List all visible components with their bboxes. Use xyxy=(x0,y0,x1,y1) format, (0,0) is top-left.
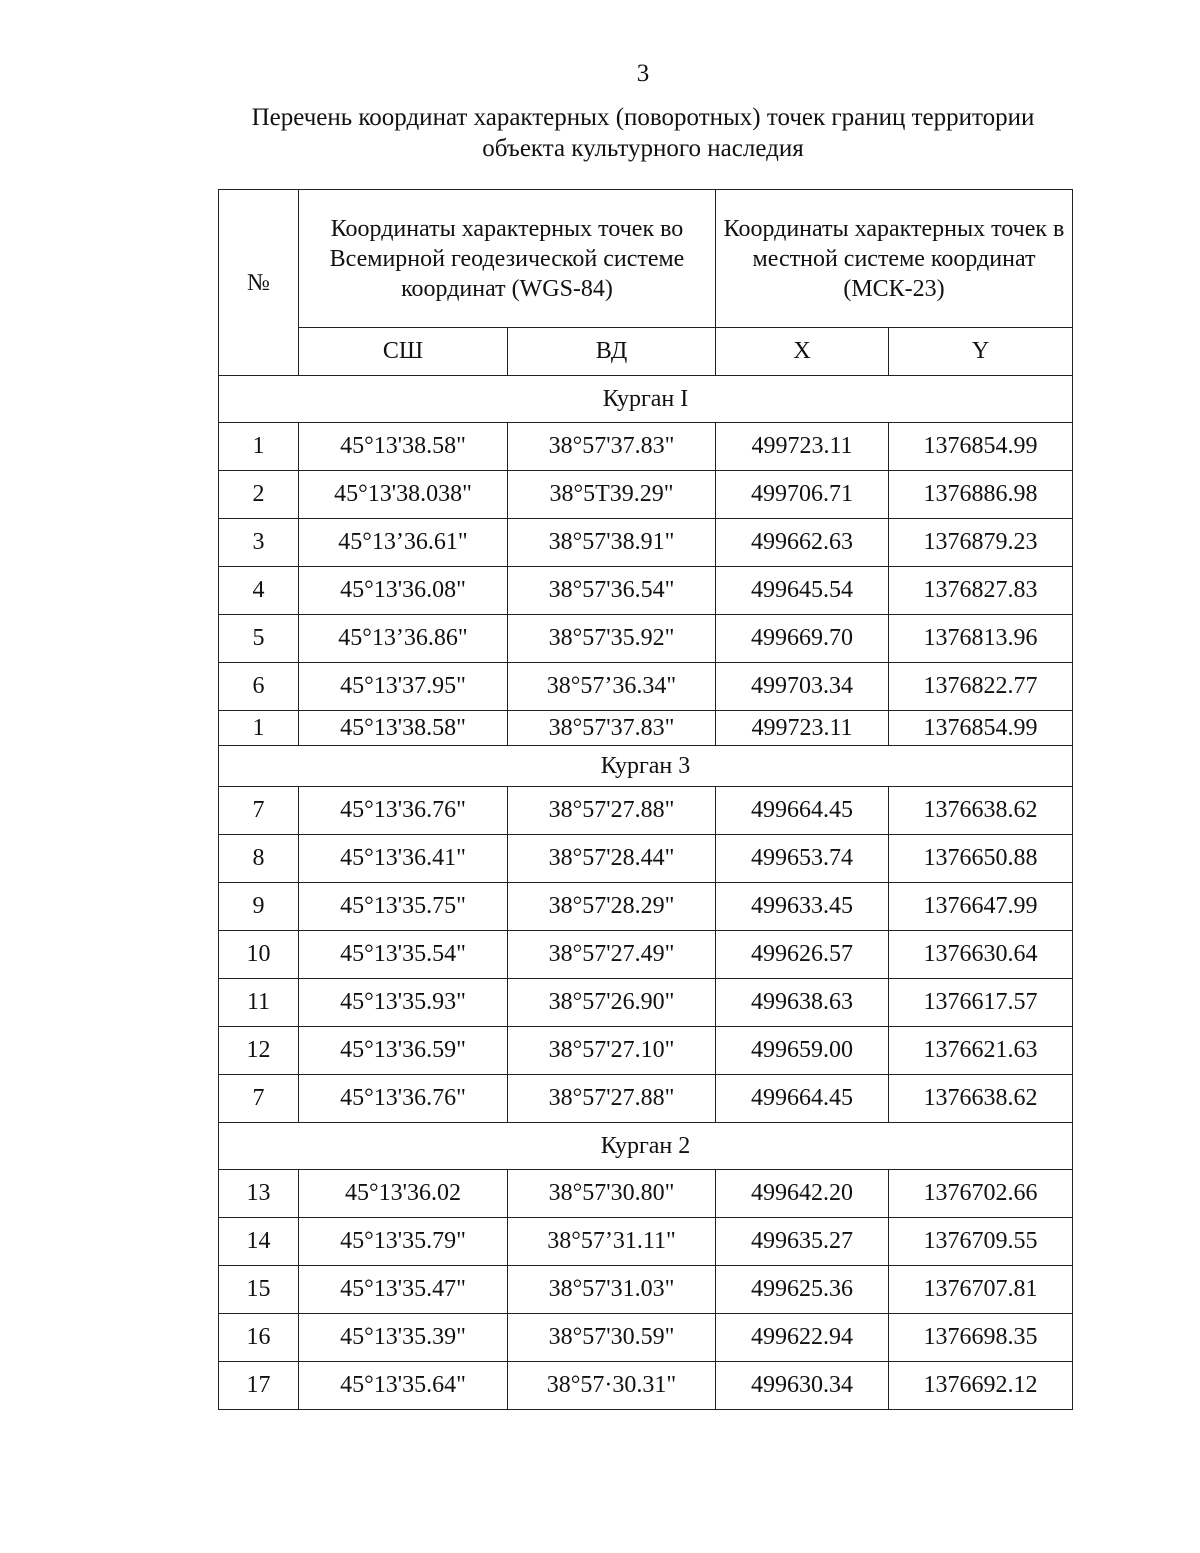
x-cell: 499638.63 xyxy=(716,979,889,1027)
longitude-cell: 38°57'36.54" xyxy=(508,567,716,615)
y-cell: 1376854.99 xyxy=(889,423,1073,471)
point-number-cell: 13 xyxy=(219,1170,299,1218)
x-cell: 499664.45 xyxy=(716,1075,889,1123)
table-row xyxy=(219,423,1073,471)
document-title xyxy=(0,102,1200,164)
longitude-cell: 38°57'35.92" xyxy=(508,615,716,663)
table-row xyxy=(219,835,1073,883)
latitude-cell: 45°13'38.58" xyxy=(299,711,508,746)
latitude-cell: 45°13'35.54" xyxy=(299,931,508,979)
longitude-cell: 38°57·30.31" xyxy=(508,1362,716,1410)
point-number-cell: 16 xyxy=(219,1314,299,1362)
x-cell: 499706.71 xyxy=(716,471,889,519)
document-title-line-1: Перечень координат характерных (поворотных) точек границ территории xyxy=(251,104,1035,131)
group-header-row xyxy=(219,376,1073,423)
point-number-cell: 7 xyxy=(219,1075,299,1123)
longitude-cell: 38°57'27.10" xyxy=(508,1027,716,1075)
y-cell: 1376617.57 xyxy=(889,979,1073,1027)
x-cell: 499626.57 xyxy=(716,931,889,979)
y-cell: 1376709.55 xyxy=(889,1218,1073,1266)
x-cell: 499630.34 xyxy=(716,1362,889,1410)
point-number-cell: 17 xyxy=(219,1362,299,1410)
x-cell: 499633.45 xyxy=(716,883,889,931)
latitude-cell: 45°13’36.86" xyxy=(299,615,508,663)
table-row xyxy=(219,663,1073,711)
table-header-row xyxy=(219,190,1073,328)
y-cell: 1376650.88 xyxy=(889,835,1073,883)
y-cell: 1376692.12 xyxy=(889,1362,1073,1410)
table-row xyxy=(219,1314,1073,1362)
y-cell: 1376879.23 xyxy=(889,519,1073,567)
latitude-cell: 45°13'35.47" xyxy=(299,1266,508,1314)
y-cell: 1376822.77 xyxy=(889,663,1073,711)
y-cell: 1376707.81 xyxy=(889,1266,1073,1314)
x-cell: 499625.36 xyxy=(716,1266,889,1314)
x-cell: 499669.70 xyxy=(716,615,889,663)
x-cell: 499723.11 xyxy=(716,711,889,746)
point-number-cell: 11 xyxy=(219,979,299,1027)
point-number-cell: 15 xyxy=(219,1266,299,1314)
longitude-cell: 38°57’31.11" xyxy=(508,1218,716,1266)
y-cell: 1376886.98 xyxy=(889,471,1073,519)
longitude-cell: 38°57'26.90" xyxy=(508,979,716,1027)
table-row xyxy=(219,1075,1073,1123)
table-subheader-row xyxy=(219,328,1073,376)
x-cell: 499635.27 xyxy=(716,1218,889,1266)
group-name: Курган 3 xyxy=(219,746,1073,787)
group-name: Курган 2 xyxy=(219,1123,1073,1170)
longitude-cell: 38°57'27.49" xyxy=(508,931,716,979)
point-number-cell: 5 xyxy=(219,615,299,663)
longitude-cell: 38°57'27.88" xyxy=(508,787,716,835)
latitude-cell: 45°13'38.58" xyxy=(299,423,508,471)
y-cell: 1376813.96 xyxy=(889,615,1073,663)
longitude-cell: 38°57'30.59" xyxy=(508,1314,716,1362)
table-row xyxy=(219,1170,1073,1218)
longitude-cell: 38°57’36.34" xyxy=(508,663,716,711)
point-number-cell: 4 xyxy=(219,567,299,615)
x-cell: 499659.00 xyxy=(716,1027,889,1075)
point-number-cell: 14 xyxy=(219,1218,299,1266)
header-y: Y xyxy=(889,328,1073,376)
y-cell: 1376827.83 xyxy=(889,567,1073,615)
latitude-cell: 45°13'35.64" xyxy=(299,1362,508,1410)
y-cell: 1376638.62 xyxy=(889,787,1073,835)
point-number-cell: 1 xyxy=(219,711,299,746)
point-number-cell: 7 xyxy=(219,787,299,835)
point-number-cell: 1 xyxy=(219,423,299,471)
longitude-cell: 38°57'31.03" xyxy=(508,1266,716,1314)
x-cell: 499662.63 xyxy=(716,519,889,567)
point-number-cell: 3 xyxy=(219,519,299,567)
x-cell: 499642.20 xyxy=(716,1170,889,1218)
document-title-line-2: объекта культурного наследия xyxy=(482,135,804,162)
header-msk23: Координаты характерных точек в местной системе координат (МСК-23) xyxy=(716,190,1073,328)
latitude-cell: 45°13'36.76" xyxy=(299,1075,508,1123)
latitude-cell: 45°13'37.95" xyxy=(299,663,508,711)
header-wgs84: Координаты характерных точек во Всемирной геодезической системе координат (WGS-84) xyxy=(299,190,716,328)
latitude-cell: 45°13'36.76" xyxy=(299,787,508,835)
latitude-cell: 45°13'35.39" xyxy=(299,1314,508,1362)
point-number-cell: 9 xyxy=(219,883,299,931)
table-row xyxy=(219,1266,1073,1314)
latitude-cell: 45°13'36.02 xyxy=(299,1170,508,1218)
latitude-cell: 45°13'36.59" xyxy=(299,1027,508,1075)
y-cell: 1376621.63 xyxy=(889,1027,1073,1075)
table-row xyxy=(219,883,1073,931)
x-cell: 499653.74 xyxy=(716,835,889,883)
x-cell: 499622.94 xyxy=(716,1314,889,1362)
table-row xyxy=(219,519,1073,567)
x-cell: 499664.45 xyxy=(716,787,889,835)
table-row xyxy=(219,787,1073,835)
latitude-cell: 45°13'36.08" xyxy=(299,567,508,615)
longitude-cell: 38°57'28.29" xyxy=(508,883,716,931)
longitude-cell: 38°57'37.83" xyxy=(508,711,716,746)
longitude-cell: 38°57'27.88" xyxy=(508,1075,716,1123)
header-longitude: ВД xyxy=(508,328,716,376)
group-header-row xyxy=(219,746,1073,787)
longitude-cell: 38°57'37.83" xyxy=(508,423,716,471)
point-number-cell: 10 xyxy=(219,931,299,979)
point-number-cell: 12 xyxy=(219,1027,299,1075)
y-cell: 1376854.99 xyxy=(889,711,1073,746)
y-cell: 1376638.62 xyxy=(889,1075,1073,1123)
y-cell: 1376630.64 xyxy=(889,931,1073,979)
table-row xyxy=(219,1362,1073,1410)
table-row xyxy=(219,1218,1073,1266)
point-number-cell: 2 xyxy=(219,471,299,519)
table-row xyxy=(219,471,1073,519)
group-name: Курган I xyxy=(219,376,1073,423)
table-body xyxy=(219,376,1073,1410)
y-cell: 1376698.35 xyxy=(889,1314,1073,1362)
table-row xyxy=(219,979,1073,1027)
table-row xyxy=(219,615,1073,663)
y-cell: 1376702.66 xyxy=(889,1170,1073,1218)
point-number-cell: 6 xyxy=(219,663,299,711)
point-number-cell: 8 xyxy=(219,835,299,883)
header-number: № xyxy=(219,190,299,376)
x-cell: 499723.11 xyxy=(716,423,889,471)
longitude-cell: 38°5Т39.29" xyxy=(508,471,716,519)
page-number: 3 xyxy=(636,60,650,87)
latitude-cell: 45°13'35.79" xyxy=(299,1218,508,1266)
longitude-cell: 38°57'28.44" xyxy=(508,835,716,883)
coordinates-table xyxy=(218,189,1073,1410)
latitude-cell: 45°13'35.93" xyxy=(299,979,508,1027)
x-cell: 499645.54 xyxy=(716,567,889,615)
y-cell: 1376647.99 xyxy=(889,883,1073,931)
longitude-cell: 38°57'38.91" xyxy=(508,519,716,567)
group-header-row xyxy=(219,1123,1073,1170)
longitude-cell: 38°57'30.80" xyxy=(508,1170,716,1218)
latitude-cell: 45°13’36.61" xyxy=(299,519,508,567)
table-row xyxy=(219,931,1073,979)
table-row xyxy=(219,711,1073,746)
latitude-cell: 45°13'36.41" xyxy=(299,835,508,883)
table-row xyxy=(219,1027,1073,1075)
latitude-cell: 45°13'38.038" xyxy=(299,471,508,519)
header-latitude: СШ xyxy=(299,328,508,376)
x-cell: 499703.34 xyxy=(716,663,889,711)
latitude-cell: 45°13'35.75" xyxy=(299,883,508,931)
table-row xyxy=(219,567,1073,615)
header-x: X xyxy=(716,328,889,376)
